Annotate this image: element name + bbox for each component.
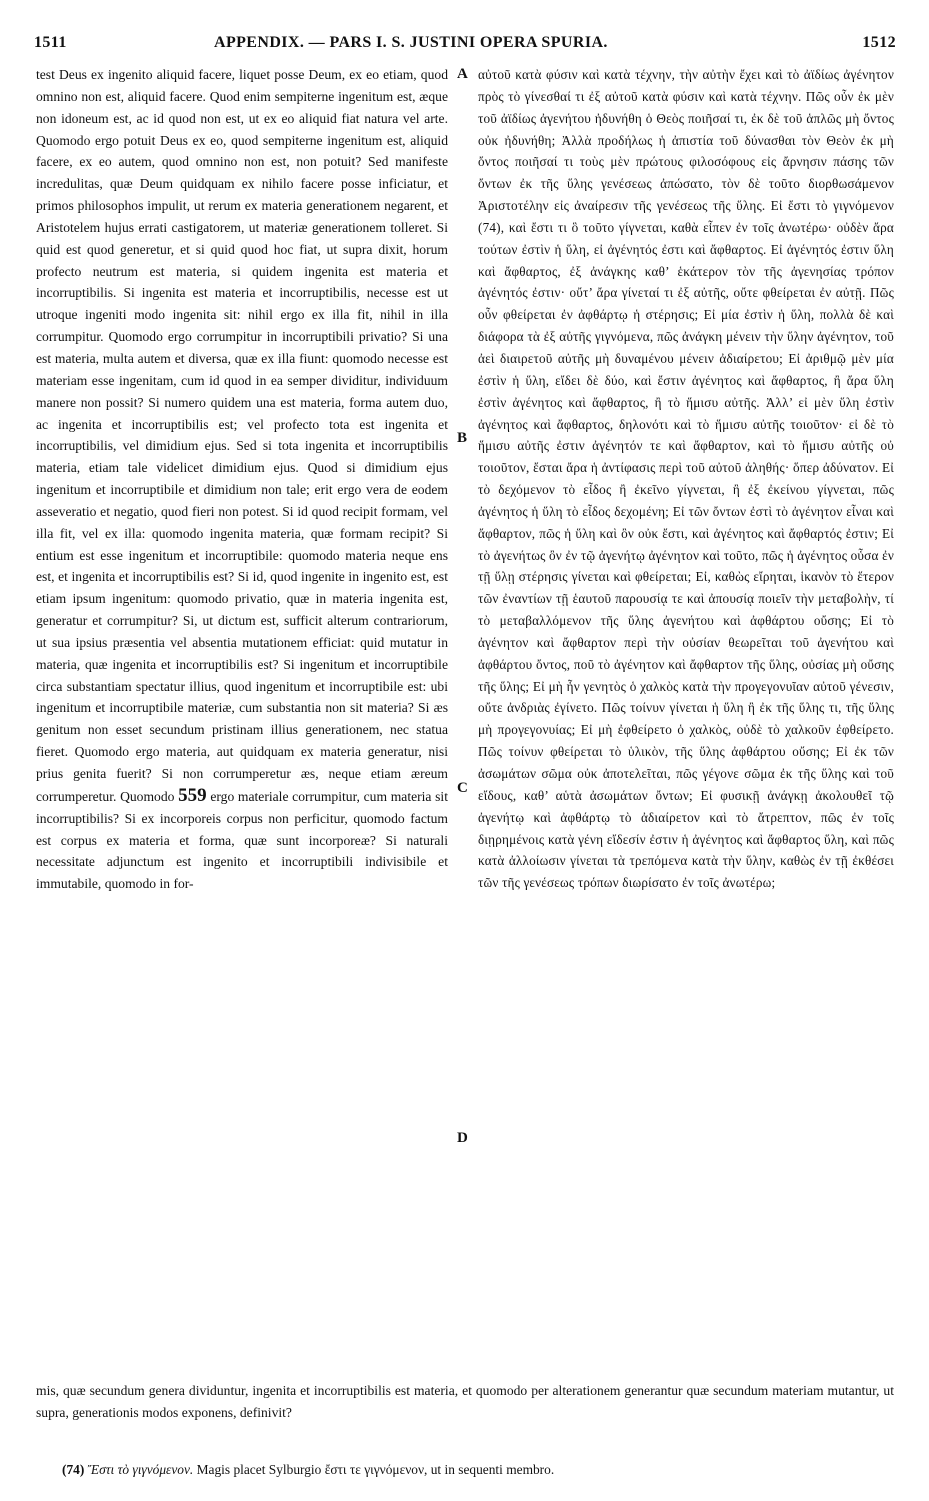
page-number-right: 1512 <box>862 34 896 51</box>
page-header <box>34 34 896 58</box>
margin-marker-a: A <box>457 66 468 82</box>
latin-text <box>36 64 448 895</box>
running-title: APPENDIX. — PARS I. S. JUSTINI OPERA SPURIA. <box>214 34 608 51</box>
greek-text: αὐτοῦ κατὰ φύσιν καὶ κατὰ τέχνην, τὴν αὐτὴν ἔχει καὶ τὸ ἀϊδίως ἀγένητον πρὸς τὸ γίνεσθαί τι ἐξ αὐτοῦ κατὰ φύσιν καὶ κατὰ τέχνην. Πῶς οὖν ἐκ μὲν τοῦ ἀϊδίως ἀγενήτου ἠδυνήθη ὁ Θεὸς ποιῆσαί τι, ἐκ δὲ τοῦ ἁπλῶς μὴ ὄντος οὐκ ἠδυνήθη; Ἀλλὰ προδήλως ἡ ἀπιστία τοῦ δύνασθαι τὸν Θεὸν ἐκ μὴ ὄντος ποιῆσαί τι τοὺς μὲν πρώτους φιλοσόφους εἰς ἄρνησιν πάσης τῶν ὄντων ἐκ τῆς ὕλης γενέσεως ἀπώσατο, τὸν δὲ τοῦτο διορθωσάμενον Ἀριστοτέλην εἰς ἀναίρεσιν τῆς γενέσεως τῆς ὕλης. Εἰ ἔστι τὸ γιγνόμενον (74), καὶ ἔστι τι ὃ τοῦτο γίγνεται, καθὰ εἶπεν ἐν τοῖς ἀνωτέρω· οὐδὲν ἄρα τούτων ἐστὶν ἡ ὕλη, εἰ ἀγένητός ἐστι καὶ ἄφθαρτος. Εἰ ἀγένητός ἐστιν ὕλη καὶ ἄφθαρτος, ἐξ ἀνάγκης καθ’ ἑκάτερον τὸν τῆς ἀγενησίας τρόπον ἀγένητός ἐστιν· οὔτ’ ἄρα γίνεταί τι ἐξ αὐτῆς, οὔτε φθείρεται ἐν αὐτῇ. Πῶς οὖν φθείρεται ἐν ἀφθάρτῳ ἡ στέρησις; Εἰ μία ἐστὶν ἡ ὕλη, πολλὰ δὲ καὶ διάφορα τὰ ἐξ αὐτῆς γιγνόμενα, πῶς ἀνάγκη μένειν τὴν ὕλην ἀγένητον, τοῦ ἀεὶ διαιρετοῦ αὐτῆς μὴ δυναμένου μένειν ἀδιαίρετου; Εἰ ἀριθμῷ μὲν μία ἐστὶν ἡ ὕλη, εἴδει δὲ δύο, καὶ ἔστιν ἀγένητος καὶ ἄφθαρτος, ἢ ἄρα ὕλη ἐστὶν ἀγένητος καὶ ἄφθαρτος, ἢ τὸ ἥμισυ αὐτῆς. Ἀλλ’ εἰ μὲν ὕλη ἐστὶν ἀγένητος καὶ ἄφθαρτος, δηλονότι καὶ τὸ ἥμισυ αὐτῆς τοιοῦτον· εἰ δὲ τὸ ἥμισυ αὐτῆς ἐστιν ἀγένητόν τε καὶ ἄφθαρτον, καὶ τὸ ἥμισυ αὐτῆς οὐ τοιοῦτον, ἔσται ἄρα ἡ ἀντίφασις περὶ τοῦ αὐτοῦ ἀληθής· ὅπερ ἀδύνατον. Εἰ τὸ δεχόμενον τὸ εἶδος ἢ ἐκεῖνο γίγνεται, ἢ ἐξ ἐκείνου γίγνεται, πῶς ἀγένητος ἡ ὕλη τὸ εἶδος δεχομένη; Εἰ τῶν ὄντων ἐστὶ τὸ ἀγένητον εἶναι καὶ ἄφθαρτον, πῶς ἡ ὕλη καὶ ὂν οὐκ ἔστι, καὶ ἀγένητος καὶ ἄφθαρτός ἐστιν; Εἰ τὸ ἀγενήτως ὂν ἐν τῷ ἀγενήτῳ ἀγένητον καὶ τοῦτο, πῶς ἡ ἀγένητος οὖσα ἐν τῇ ὕλῃ στέρησις γίνεται καὶ φθείρεται; Εἰ, καθὼς εἴρηται, ἱκανὸν τὸ ἕτερον τῶν ἐναντίων τῇ ἑαυτοῦ παρουσίᾳ τε καὶ ἀπουσίᾳ ποιεῖν τὴν μεταβολὴν, τί τὸ μεταβαλλόμενον τῆς ὕλης ἀγενήτου καὶ ἀφθάρτου οὔσης; Εἰ τὸ ἀγένητον καὶ ἄφθαρτον περὶ τὴν οὐσίαν θεωρεῖται τοῦ ἀγενήτου καὶ ἀφθάρτου ὄντος, ποῦ τὸ ἀγένητον καὶ ἄφθαρτον τῆς ὕλης, οὐσίας μὴ οὔσης τῆς ὕλης; Εἰ μὴ ἦν γενητὸς ὁ χαλκὸς κατὰ τὴν προγεγονυῖαν αὐτοῦ γένεσιν, οὔτε ἀνδριὰς ἐγίνετο. Πῶς τοίνυν γίνεται ἡ ὕλη ἢ ἐκ τῆς ὕλης τι, τῆς ὕλης μὴ προγεγονυίας; Εἰ μὴ ἐφθείρετο ὁ χαλκὸς, οὐδὲ τὸ χαλκοῦν ἐφθείρετο. Πῶς τοίνυν φθείρεται τὸ ὑλικὸν, τῆς ὕλης ἀφθάρτου οὔσης; Εἰ ἐκ τῶν ἀσωμάτων σῶμα οὐκ ἀποτελεῖται, πῶς γέγονε σῶμα ἐκ τῆς ὕλης καὶ τοῦ εἴδους, καθ’ αὑτὰ ἀσωμάτων ὄντων; Εἰ φυσικῇ ἀνάγκῃ ἀκολουθεῖ τῷ ἀγενήτῳ καὶ ἀφθάρτῳ τὸ ἀδιαίρετον καὶ τὸ ἄτρεπτον, πῶς ἐν τοῖς διῃρημένοις κατὰ γένη εἴδεσίν ἐστιν ἡ ἀγένητος καὶ ἄφθαρτος ὕλη, καὶ πῶς κατὰ ἀλλοίωσιν γίνεται τὰ τρεπόμενα κατὰ τὴν ὕλην, καθὼς ἐν τῇ ἐκθέσει τῶν τῆς γενέσεως τρόπων διωρίσατο ἐν τοῖς ἀνωτέρω; <box>478 67 894 891</box>
margin-marker-c: C <box>457 780 468 796</box>
margin-marker-d: D <box>457 1130 468 1146</box>
latin-text-part1: test Deus ex ingenito aliquid facere, liquet posse Deum, ex eo etiam, quod omnino non est, aliquid facere. Quod enim sempiterne ingenitum est, æque non idoneum est, ac id quod non est, ut ex eo aliquid fiat natura vel arte. Quomodo ergo potuit Deus ex eo, quod sempiterne ingenitum est, aliquid facere, ex eo autem, quod omnino non est, non potuit? Sed manifeste incredulitas, quæ Deum quidquam ex nihilo facere posse inficiatur, et primos philosophos impulit, ut rerum ex materia generationem negarent, et Aristotelem hujus errati castigatorem, ut materiæ generationem tolleret. Si quid est quod generetur, et si quid quod hoc fiat, ut supra dixit, horum profecto neutrum est materia, si quidem ingenita est materia et incorruptibilis. Si ingenita est materia et incorruptibilis, necesse est ut utroque ingeniti modo ingenita sit: nihil ergo ex illa fit, nihil in illa corrumpitur. Quomodo ergo corrumpitur in incorruptibili privatio? Si una est materia, multa autem et diversa, quæ ex illa fiunt: quomodo necesse est materiam esse ingenitam, cum id quod in ea semper dividitur, individuum manere non possit? Si numero quidem una est materia, forma autem duo, ac ingenita et incorruptibilis est; vel profecto tota est ingenita et incorruptibilis, vel dimidium ejus. Sed si tota ingenita et incorruptibilis materia, etiam tale videlicet dimidium ejus. Quod si dimidium ejus ingenitum et incorruptibile et dimidium non tale; erit ergo vera de eodem asseveratio et negatio, quod fieri non potest. Si id quod recipit formam, vel illa fit, vel ex illa: quomodo ingenita materia, quæ formam recipit? Si entium est esse ingenitum et incorruptibile: quomodo materia neque ens est, et ingenita et incorruptibilis est? Si id, quod ingenite in ingenito est, est etiam ipsum ingenitum: quomodo privatio, quæ in materia ingenita est, generatur et corrumpitur? Si, ut dictum est, sufficit alterum contrariorum, ut sua ipsius præsentia vel absentia mutationem efficiat: quid mutatur in materia, quæ ingenita et incorruptibilis est? Si ingenitum et incorruptibile circa substantiam spectatur illius, quod ingenitum et incorruptibile est: ubi ingenitum et incorruptibile materiæ, cum substantia non sit materia? Si æs genitum non esset secundum pristinam illius generationem, nec statua fieret. Quomodo ergo materia, aut quidquam ex materia generatur, nisi prius genita fuerit? Si non corrumperetur æs, neque etiam æreum corrumperetur. Quomodo <box>36 67 448 804</box>
latin-continuation <box>36 1380 894 1424</box>
latin-column <box>36 64 448 1376</box>
footnote <box>62 1460 902 1480</box>
footnote-number: (74) <box>62 1462 85 1477</box>
footnote-text: Magis placet Sylburgio ἔστι τε γιγνόμενον, ut in sequenti membro. <box>196 1462 555 1477</box>
column-number: 559 <box>178 784 207 806</box>
latin-text-part2: ergo materiale corrumpitur, cum materia sit incorruptibilis? Si ex incorporeis corpus non perficitur, quomodo factum est corpus ex materia et forma, quæ sunt incorporeæ? Si naturali necessitate adjunctum est ingenito et incorruptibili indivisibile et immutabile, quomodo in for- <box>36 788 448 892</box>
footnote-greek-phrase: Ἔστι τὸ γιγνόμενον. <box>87 1462 194 1477</box>
page-number-left: 1511 <box>34 34 67 51</box>
greek-column <box>478 64 894 1376</box>
margin-marker-b: B <box>457 430 468 446</box>
latin-tail-text: mis, quæ secundum genera dividuntur, ingenita et incorruptibilis est materia, et quomodo per alterationem generantur quæ secundum materiam mutantur, ut supra, generationis modos exponens, definivit? <box>36 1383 894 1420</box>
